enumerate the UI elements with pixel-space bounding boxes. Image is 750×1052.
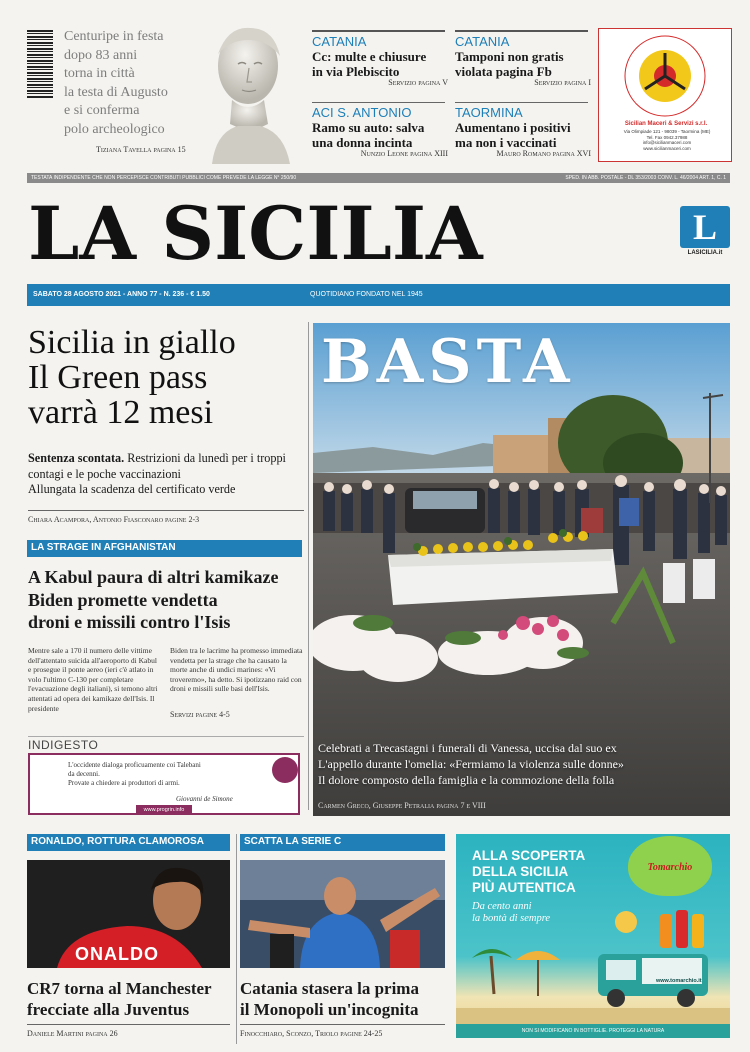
logo-url: LASICILIA.it [687,250,723,256]
feature-headline: BASTA [321,327,575,397]
brief-head-line: Aumentano i positivi [455,120,571,135]
brief-tag: ACI S. ANTONIO [312,105,412,120]
masthead-title[interactable]: LA SICILIA [28,191,483,277]
brief-head-line: ma non i vaccinati [455,135,557,150]
feature-caption [318,740,730,788]
brief-head-line: Cc: multe e chiusure [312,49,427,64]
funeral-photo[interactable] [313,323,730,816]
founded-line: QUOTIDIANO FONDATO NEL 1945 [310,291,423,298]
teaser-line: dopo 83 anni [64,47,138,63]
news-brief-catania-cc[interactable] [312,34,448,87]
caption-line: Celebrati a Trecastagni i funerali di Vanessa, uccisa dal suo ex [318,741,617,755]
lead-headline[interactable] [28,325,308,430]
teaser-line: la testa di Augusto [64,84,168,100]
ad-headline-line: ALLA SCOPERTA [472,848,586,863]
catania-headline[interactable] [240,978,450,1020]
brief-ref: Nunzio Leone pagina XIII [360,149,448,158]
ad-brand: Sicilian Maceri & Servizi s.r.l. [624,121,708,127]
section-bar-afghanistan: LA STRAGE IN AFGHANISTAN [27,540,302,557]
afghan-body-left: Mentre sale a 170 il numero delle vittime dell'attentato suicida all'aeroporto di Kabul e prosegue il ponte aereo (ieri c'è atlato in volo l'ultimo C-130 per completare l'evacuazione degli italiani), si temono altri attentati ad opera dei kamikaze dell'Isis. Il presidente [28,646,158,713]
lead-summary-2: Allungata la scadenza del certificato verde [28,482,236,496]
teaser-line: torna in città [64,66,135,82]
teaser-byline: Tiziana Tavella pagina 15 [96,145,186,154]
indigesto-title: INDIGESTO [28,738,99,752]
brief-tag: TAORMINA [455,105,523,120]
date-line: SABATO 28 AGOSTO 2021 - ANNO 77 - N. 236 - € 1.50 [33,291,210,298]
indigesto-site: www.progrin.info [136,805,192,815]
strap-left: TESTATA INDIPENDENTE CHE NON PERCEPISCE CONTRIBUTI PUBBLICI COME PREVEDE LA LEGGE N° 250/90 [31,175,297,181]
tomarchio-ad[interactable] [456,834,730,1038]
afghan-headline-line: droni e missili contro l'Isis [28,612,231,632]
ad-footer: NON SI MODIFICANO IN BOTTIGLIE. PROTEGGI LA NATURA [456,1024,730,1038]
ronaldo-headline[interactable] [27,978,237,1020]
afghan-headline[interactable] [28,566,308,634]
ronaldo-photo[interactable] [27,860,230,968]
lasicilia-logo[interactable] [680,206,730,256]
ad-tagline-line: Da cento anni [472,901,532,912]
brief-ref: Servizio pagina V [388,78,448,87]
indigesto-box[interactable] [28,753,300,815]
brief-ref: Servizio pagina I [534,78,591,87]
catania-headline-line: il Monopoli un'incognita [240,1000,419,1019]
masthead-strap [27,173,730,183]
barcode [27,30,53,98]
ad-site: www.tomarchio.it [656,978,702,984]
brief-head-line: violata pagina Fb [455,64,552,79]
brief-head-line: una donna incinta [312,135,413,150]
teaser-line: polo archeologico [64,121,165,137]
catania-byline: Finocchiaro, Sconzo, Triolo pagine 24-25 [240,1029,383,1038]
lead-byline: Chiara Acampora, Antonio Fiasconaro pagine 2-3 [28,515,200,524]
brief-tag: CATANIA [455,34,510,49]
caption-line: Il dolore composto della famiglia e la commozione della folla [318,773,615,787]
tomarchio-brand: Tomarchio [647,862,693,873]
augustus-bust-image [198,14,302,164]
brief-ref: Mauro Romano pagina XVI [496,149,591,158]
catania-photo[interactable] [240,860,445,968]
tomarchio-logo [628,836,712,896]
brief-head-line: in via Plebiscito [312,64,400,79]
afghan-ref: Servizi pagine 4-5 [170,710,230,719]
news-brief-catania-tamponi[interactable] [455,34,591,87]
catania-headline-line: Catania stasera la prima [240,979,419,998]
ad-line: info@sicilianmaceri.com [642,140,692,146]
teaser-line: e si conferma [64,103,140,119]
lead-kicker: Sentenza scontata. [28,451,125,465]
beach-illustration [456,904,730,1038]
ad-line: Tel. Fax 0942.37988 [646,134,688,140]
section-bar-serie-c: SCATTA LA SERIE C [240,834,445,851]
ronaldo-headline-line: frecciate alla Juventus [27,1000,190,1019]
sicilian-maceri-ad[interactable] [598,28,732,162]
caption-line: L'appello durante l'omelia: «Fermiamo la violenza sulle donne» [318,757,624,771]
date-bar [27,284,730,306]
teaser-line: Centuripe in festa [64,29,164,44]
indigesto-signature: Giovanni de Simone [176,795,233,803]
ad-headline-line: PIÙ AUTENTICA [472,880,576,895]
feature-byline: Carmen Greco, Giuseppe Petralia pagina 7 e VIII [318,801,486,810]
ad-line: www.sicilianmaceri.com [643,145,691,151]
ad-headline-line: DELLA SICILIA [472,864,569,879]
strap-right: SPED. IN ABB. POSTALE - DL 353/2003 CONV. L. 46/2004 ART. 1, C. 1 [565,175,726,181]
indigesto-badge-icon [272,757,298,783]
centuripe-teaser[interactable] [64,28,204,140]
afghan-headline-line: A Kabul paura di altri kamikaze [28,567,279,587]
ronaldo-headline-line: CR7 torna al Manchester [27,979,212,998]
lead-summary [28,451,306,498]
section-bar-ronaldo: RONALDO, ROTTURA CLAMOROSA [27,834,230,851]
ronaldo-byline: Daniele Martini pagina 26 [27,1029,118,1038]
indigesto-line: Provate a chiedere ai produttori di armi. [68,779,180,787]
ad-line: Via Olimpiade 121 - 98039 - Taormina (ME) [623,129,711,134]
afghan-body-right: Biden tra le lacrime ha promesso immediata vendetta per la strage che ha causato la morte anche di undici marines: «Vi troveremo», ha detto. Si ipotizzano raid con droni e missili sulle basi dell'Isis. [170,646,303,694]
ronaldo-shirt-text: ONALDO [75,944,159,964]
lead-headline-line: varrà 12 mesi [28,394,214,431]
trinacria-logo-icon [617,33,713,119]
catania-coach-image [240,860,445,968]
indigesto-line: da decenni. [68,770,100,778]
ad-tagline-line: la bontà di sempre [472,913,551,924]
brief-head-line: Tamponi non gratis [455,49,564,64]
news-brief-taormina[interactable] [455,105,591,158]
brief-head-line: Ramo su auto: salva [312,120,425,135]
lead-summary-text: Restrizioni da lunedì per i troppi contagi e le poche vaccinazioni [28,451,286,481]
brief-tag: CATANIA [312,34,367,49]
afghan-headline-line: Biden promette vendetta [28,589,218,610]
news-brief-aci-santantonio[interactable] [312,105,448,158]
indigesto-line: L'occidente dialoga proficuamente coi Talebani [68,761,201,769]
lead-headline-line: Sicilia in giallo [28,324,236,361]
lead-headline-line: Il Green pass [28,359,208,396]
logo-l-icon: L [680,206,730,248]
